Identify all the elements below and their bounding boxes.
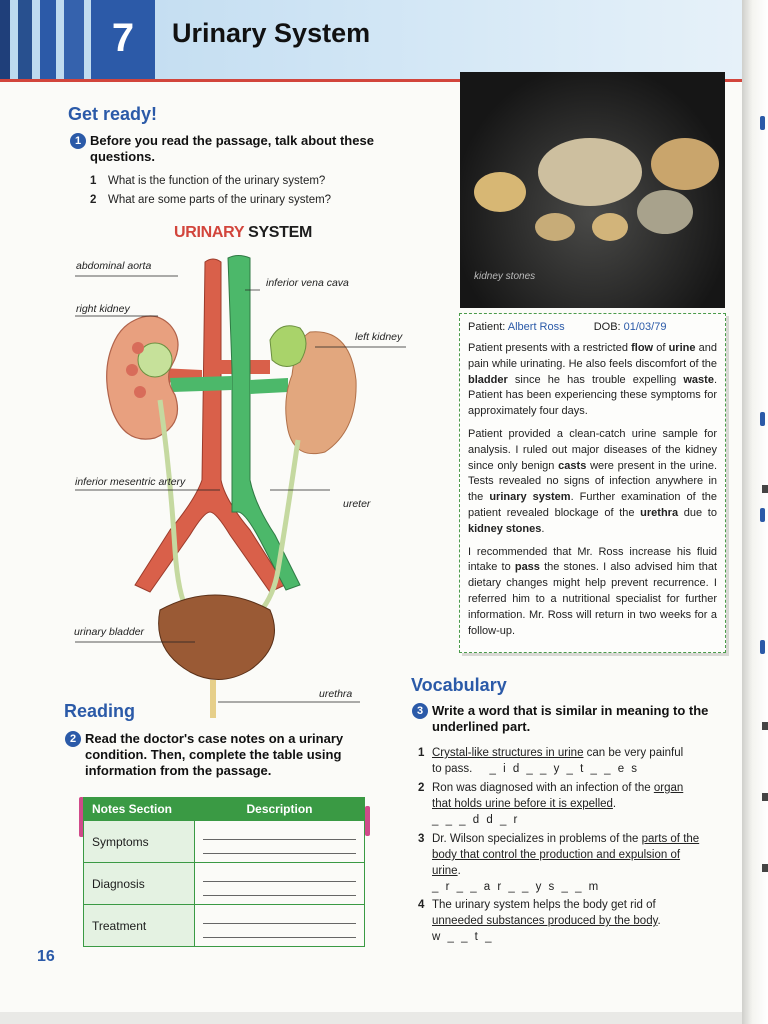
label-abdominal-aorta: abdominal aorta — [76, 260, 152, 272]
case-note-paragraph: I recommended that Mr. Ross increase his fluid intake to pass the stones. I also advised him that dietary changes might help prevent recurrence. I referred him to a nutritional specialist for further information. Mr. Ross will return in two weeks for a follow-up. — [468, 545, 717, 637]
question-number-badge: 3 — [412, 703, 428, 719]
label-left-kidney: left kidney — [355, 331, 403, 343]
page-number: 16 — [37, 948, 55, 965]
edge-marker — [760, 508, 765, 522]
table-header: Notes Section — [84, 798, 195, 821]
table-row — [84, 905, 365, 947]
page-title: Urinary System — [172, 18, 371, 48]
answer-blank[interactable]: _ _ _ d d _ r — [432, 814, 520, 826]
label-urethra: urethra — [319, 688, 353, 700]
chapter-number: 7 — [91, 0, 155, 80]
question-2-text: Read the doctor's case notes on a urinary condition. Then, complete the table using information from the passage. — [85, 731, 344, 778]
vocab-item: 1 Crystal-like structures in urine can be very painful to pass. _ i d _ _ y _ t _ _ e s — [418, 747, 684, 775]
notes-table — [83, 797, 365, 947]
vocab-item: 3 Dr. Wilson specializes in problems of the parts of the body that control the production and expulsion of urine. _ r _ _ a r _ _ y s _ _ m — [418, 833, 700, 893]
table-row — [84, 863, 365, 905]
table-row-label: Treatment — [84, 905, 195, 947]
edge-marker — [760, 116, 765, 130]
list-item: 1 What is the function of the urinary system? — [90, 175, 326, 187]
edge-marker — [760, 640, 765, 654]
label-inferior-mesentric-artery: inferior mesentric artery — [75, 476, 186, 488]
question-number-badge: 2 — [65, 731, 81, 747]
patient-header: Patient: Albert Ross DOB: 01/03/79 — [468, 321, 667, 333]
case-note-paragraph: Patient provided a clean-catch urine sample for analysis. I ruled out major diseases of the kidney since only benign casts were present in the urine. Tests revealed no signs of infection anywhere in the urinary system. Further examination of the patient revealed blockage of the urethra due to kidney stones. — [468, 427, 718, 535]
edge-marker — [760, 412, 765, 426]
answer-blank[interactable]: _ r _ _ a r _ _ y s _ _ m — [432, 881, 601, 893]
table-row-label: Symptoms — [84, 821, 195, 863]
label-urinary-bladder: urinary bladder — [74, 626, 145, 638]
label-right-kidney: right kidney — [76, 303, 130, 315]
list-item: 2 What are some parts of the urinary system? — [90, 194, 332, 206]
case-note-paragraph: Patient presents with a restricted flow of urine and pain while urinating. He also feels discomfort of the bladder since he has trouble expelling waste. Patient has been experiencing these symptoms for approximately four days. — [468, 342, 717, 418]
vocab-item: 4 The urinary system helps the body get rid of unneeded substances produced by the body. w _ _ t _ — [418, 899, 661, 943]
photo-caption: kidney stones — [474, 271, 536, 282]
question-3-text: Write a word that is similar in meaning to the underlined part. — [432, 703, 709, 734]
facing-page-edge — [742, 0, 768, 1024]
header-stripe — [64, 0, 84, 80]
kidney-stones-photo — [460, 72, 725, 308]
table-accent — [365, 806, 370, 836]
table-row-label: Diagnosis — [84, 863, 195, 905]
vocabulary-heading: Vocabulary — [411, 675, 507, 695]
answer-blank[interactable]: w _ _ t _ — [432, 931, 494, 943]
question-number-badge: 1 — [70, 133, 86, 149]
label-inferior-vena-cava: inferior vena cava — [266, 277, 349, 289]
question-1-text: Before you read the passage, talk about these questions. — [90, 133, 374, 164]
edge-marker — [762, 864, 768, 872]
answer-blank[interactable]: _ i d _ _ y _ t _ _ e s — [489, 763, 640, 775]
answer-field[interactable] — [195, 905, 365, 947]
header-stripe — [18, 0, 32, 80]
answer-field[interactable] — [195, 863, 365, 905]
diagram-title: URINARY SYSTEM — [174, 224, 313, 241]
vocab-item: 2 Ron was diagnosed with an infection of the organ that holds urine before it is expelled. _ _ _ d d _ r — [418, 782, 684, 826]
table-header: Description — [195, 798, 365, 821]
label-ureter: ureter — [343, 498, 371, 510]
table-row — [84, 821, 365, 863]
reading-heading: Reading — [64, 701, 136, 721]
edge-marker — [762, 722, 768, 730]
header-stripe — [0, 0, 10, 80]
answer-field[interactable] — [195, 821, 365, 863]
get-ready-heading: Get ready! — [68, 104, 158, 124]
edge-marker — [762, 485, 768, 493]
edge-marker — [762, 793, 768, 801]
case-note — [459, 313, 726, 653]
header-stripe — [40, 0, 56, 80]
